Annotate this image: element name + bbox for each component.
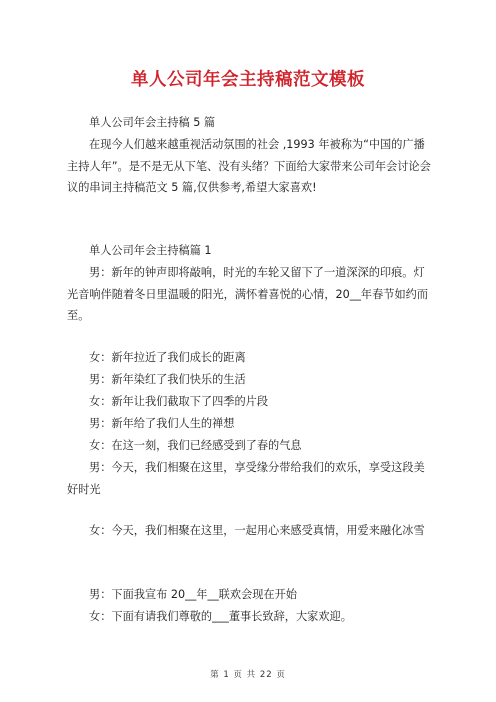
dialogue-line: 女：今天，我们相聚在这里，一起用心来感受真情，用爱来融化冰雪 <box>89 524 425 537</box>
dialogue-line: 女：新年拉近了我们成长的距离 <box>89 351 246 364</box>
dialogue-line: 男：新年染红了我们快乐的生活 <box>89 373 246 386</box>
page-number-footer: 第 1 页 共 22 页 <box>210 670 286 680</box>
dialogue-line: 女：在这一刻，我们已经感受到了春的气息 <box>89 439 302 452</box>
dialogue-line: 男：下面我宣布 20__年__联欢会现在开始 <box>89 588 297 601</box>
dialogue-line: 女：下面有请我们尊敬的___董事长致辞，大家欢迎。 <box>89 610 352 623</box>
dialogue-line: 男：今天，我们相聚在这里，享受缘分带给我们的欢乐，享受这段美好时光 <box>67 461 425 496</box>
dialogue-line: 女：新年让我们截取下了四季的片段 <box>89 395 269 408</box>
document-title: 单人公司年会主持稿范文模板 <box>131 70 365 90</box>
dialogue-line: 男：新年给了我们人生的禅想 <box>89 417 235 430</box>
subtitle-line: 单人公司年会主持稿 5 篇 <box>89 116 216 129</box>
dialogue-line: 男：新年的钟声即将敲响，时光的车轮又留下了一道深深的印痕。灯光音响伴随着冬日里温暖的阳光，满怀着喜悦的心情，20__年春节如约而至。 <box>67 266 429 322</box>
section-heading: 单人公司年会主持稿篇 1 <box>89 244 212 257</box>
intro-paragraph: 在现今人们越来越重视活动氛围的社会 ,1993 年被称为“中国的广播主持人年”。是不是无从下笔、没有头绪？下面给大家带来公司年会讨论会议的串词主持稿范文 5 篇,仅供参考,希望大家喜欢! <box>67 138 431 194</box>
